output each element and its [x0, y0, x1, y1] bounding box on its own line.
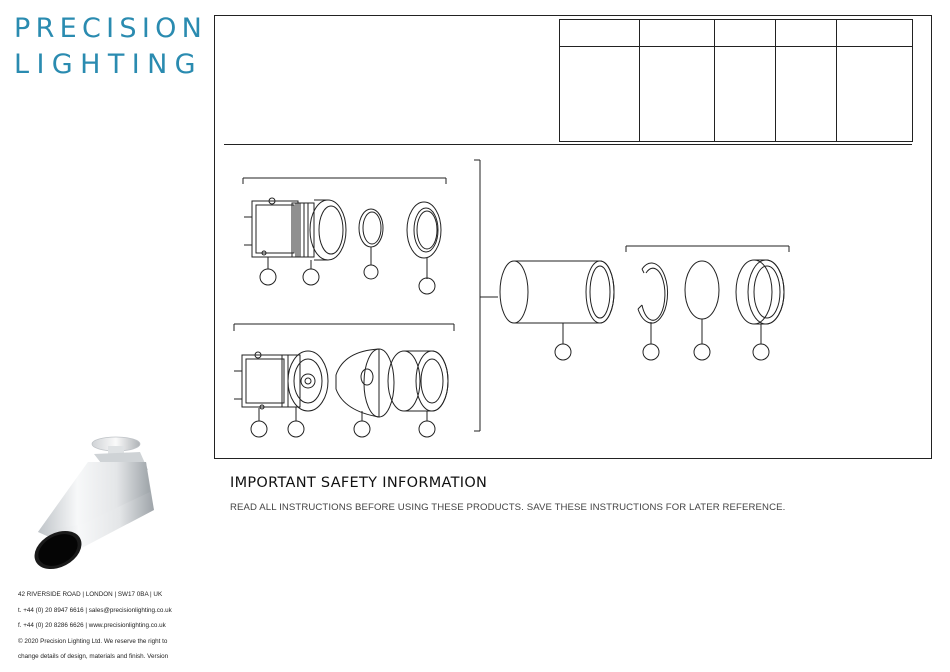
circlip-part	[638, 263, 668, 360]
contact-block	[18, 591, 188, 669]
spec-table-cell	[837, 47, 913, 142]
spec-table-cell	[560, 20, 640, 47]
spec-table	[559, 19, 913, 142]
brand-logo-line1: PRECISION	[14, 13, 208, 44]
callouts-upper	[260, 247, 435, 294]
bezel-ring-part	[407, 202, 441, 258]
optic-heatsink-part	[282, 351, 328, 411]
lens-ring-small	[359, 209, 383, 247]
contact-address: 42 RIVERSIDE ROAD | LONDON | SW17 0BA | UK	[18, 591, 163, 598]
group-bracket-lower	[234, 324, 454, 331]
driver-housing-part	[244, 198, 298, 257]
spec-table-body-row	[560, 47, 913, 142]
contact-fax: f. +44 (0) 20 8286 6626 | www.precisionlighting.co.uk	[18, 622, 166, 629]
spec-table-cell	[639, 47, 715, 142]
spec-table-cell	[776, 20, 837, 47]
driver-housing-part-2	[234, 352, 288, 409]
group-bracket-trim	[626, 246, 789, 252]
product-image	[18, 432, 168, 587]
cylinder-body-part	[500, 261, 614, 360]
brand-logo-line2: LIGHTING	[14, 49, 204, 80]
contact-disclaimer: change details of design, materials and finish. Version	[18, 653, 169, 660]
safety-title: IMPORTANT SAFETY INFORMATION	[230, 475, 488, 491]
spec-table-cell	[715, 20, 776, 47]
assembly-bracket	[474, 160, 498, 431]
front-trim-part	[736, 260, 784, 360]
spec-table-cell	[837, 20, 913, 47]
lens-disc-part	[685, 261, 719, 360]
bezel-cylinder-part	[388, 351, 448, 411]
reflector-cone-part	[336, 349, 394, 417]
group-bracket-upper	[243, 178, 446, 184]
brand-logo	[14, 12, 207, 82]
spec-table-cell	[776, 47, 837, 142]
spec-table-cell	[715, 47, 776, 142]
spec-table-cell	[560, 47, 640, 142]
spec-table-cell	[639, 20, 715, 47]
contact-phone: t. +44 (0) 20 8947 6616 | sales@precisionlighting.co.uk	[18, 606, 172, 614]
contact-copyright: © 2020 Precision Lighting Ltd. We reserve the right to	[18, 637, 168, 645]
safety-instructions: READ ALL INSTRUCTIONS BEFORE USING THESE PRODUCTS. SAVE THESE INSTRUCTIONS FOR LATER REFERENCE.	[230, 502, 786, 513]
spec-table-header-row	[560, 20, 913, 47]
exploded-parts-diagram	[214, 145, 932, 459]
heatsink-part	[292, 200, 346, 260]
